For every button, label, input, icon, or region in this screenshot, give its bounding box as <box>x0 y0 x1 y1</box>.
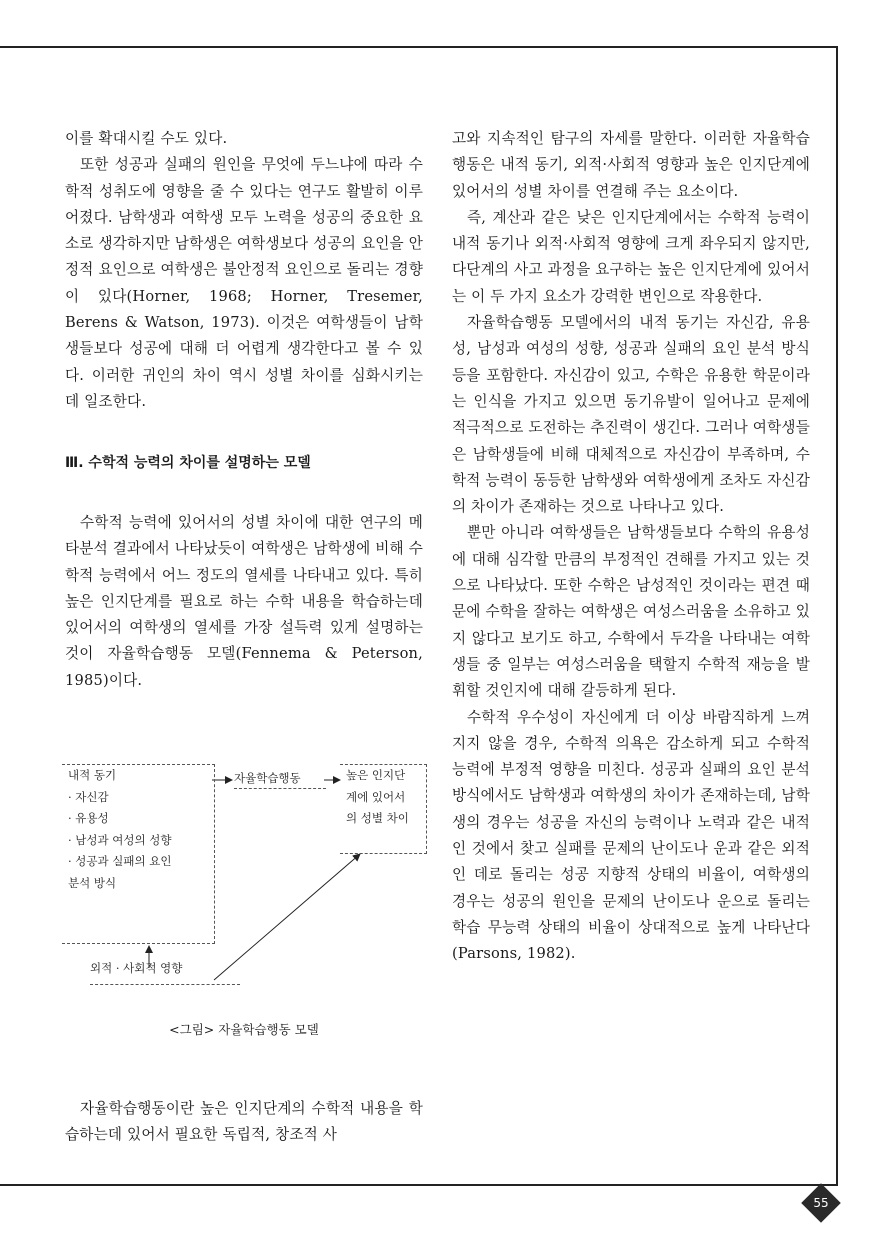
right-column <box>452 126 810 968</box>
right-paragraph-1: 고와 지속적인 탐구의 자세를 말한다. 이러한 자율학습행동은 내적 동기, 외적·사회적 영향과 높은 인지단계에 있어서의 성별 차이를 연결해 주는 요소이다. <box>452 130 810 200</box>
box3-line-2: 계에 있어서 <box>346 789 406 804</box>
box1-line-2: · 자신감 <box>68 789 109 804</box>
figure-caption: <그림> 자율학습행동 모델 <box>169 1022 319 1037</box>
model-figure <box>62 758 434 1008</box>
autonomous-learning-box: 자율학습행동 <box>234 768 326 789</box>
left-column-bottom <box>65 1096 423 1149</box>
right-paragraph-4: 뿐만 아니라 여학생들은 남학생들보다 수학의 유용성에 대해 심각할 만큼의 부정적인 견해를 가지고 있는 것으로 나타났다. 또한 수학은 남성적인 것이라는 편견 때문에 수학을 잘하는 여학생은 여성스러움을 소유하고 있지 않다고 보기도 하고, 수학에서 두각을 나타내는 여학생들 중 일부는 여성스러움을 택할지 수학적 재능을 발휘할 것인지에 대해 갈등하게 된다. <box>452 524 810 700</box>
box1-line-3: · 유용성 <box>68 811 109 825</box>
external-social-box: 외적 · 사회적 영향 <box>90 958 240 985</box>
section-heading: Ⅲ. 수학적 능력의 차이를 설명하는 모델 <box>65 455 311 471</box>
box1-line-1: 내적 동기 <box>68 768 117 782</box>
left-column <box>65 126 423 415</box>
box1-line-4: · 남성과 여성의 성향 <box>68 832 172 847</box>
box3-line-1: 높은 인지단 <box>346 768 406 782</box>
box1-line-6: 분석 방식 <box>68 875 117 890</box>
box1-line-5: · 성공과 실패의 요인 <box>68 854 172 868</box>
left-paragraph-2: 또한 성공과 실패의 원인을 무엇에 두느냐에 따라 수학적 성취도에 영향을 줄 수 있다는 연구도 활발히 이루어졌다. 남학생과 여학생 모두 노력을 성공의 중요한 요소로 생각하지만 남학생은 여학생보다 성공의 요인을 안정적 요인으로 여학생은 불안정적 요인으로 돌리는 경향이 있다(Horner, 1968; Horner, Tresemer, Berens & Watson, 1973). 이것은 여학생들이 남학생들보다 성공에 대해 더 어렵게 생각한다고 볼 수 있다. 이러한 귀인의 차이 역시 성별 차이를 심화시키는 데 일조한다. <box>65 156 423 410</box>
right-paragraph-3: 자율학습행동 모델에서의 내적 동기는 자신감, 유용성, 남성과 여성의 성향, 성공과 실패의 요인 분석 방식 등을 포함한다. 자신감이 있고, 수학은 유용한 학문이라는 인식을 가지고 있으면 동기유발이 일어나고 문제에 적극적으로 도전하는 추진력이 생긴다. 그러나 여학생들은 남학생들에 비해 대체적으로 자신감이 부족하며, 수학적 능력이 동등한 남학생와 여학생에게 조차도 자신감의 차이가 존재하는 것으로 나타나고 있다. <box>452 314 810 516</box>
page-frame-bottom <box>0 1184 838 1186</box>
box3-line-3: 의 성별 차이 <box>346 811 409 825</box>
right-paragraph-2: 즉, 계산과 같은 낮은 인지단계에서는 수학적 능력이 내적 동기나 외적·사회적 영향에 크게 좌우되지 않지만, 다단계의 사고 과정을 요구하는 높은 인지단계에 있어서는 이 두 가지 요소가 강력한 변인으로 작용한다. <box>452 208 810 305</box>
page-frame-top <box>0 46 838 48</box>
page-frame-right <box>836 46 838 1186</box>
gender-difference-box <box>340 764 427 854</box>
page-number: 55 <box>813 1196 829 1210</box>
left-paragraph-4: 자율학습행동이란 높은 인지단계의 수학적 내용을 학습하는데 있어서 필요한 독립적, 창조적 사 <box>65 1100 423 1144</box>
left-paragraph-1: 이를 확대시킬 수도 있다. <box>65 130 228 147</box>
intrinsic-motivation-box <box>62 764 215 944</box>
right-paragraph-5: 수학적 우수성이 자신에게 더 이상 바람직하게 느껴지지 않을 경우, 수학적 의욕은 감소하게 되고 수학적 능력에 부정적 영향을 미친다. 성공과 실패의 요인 분석 방식에서도 남학생과 여학생의 차이가 존재하는데, 남학생의 경우는 성공을 자신의 능력이나 노력과 같은 내적인 것에서 찾고 실패를 문제의 난이도나 운과 같은 외적인 데로 돌리는 성공 지향적 상태의 비율이, 여학생의 경우는 성공의 원인을 문제의 난이도나 운으로 돌리는 학습 무능력 상태의 비율이 상대적으로 높게 나타난다(Parsons, 1982). <box>452 708 810 963</box>
left-section-body <box>65 510 423 694</box>
left-paragraph-3: 수학적 능력에 있어서의 성별 차이에 대한 연구의 메타분석 결과에서 나타났듯이 여학생은 남학생에 비해 수학적 능력에서 어느 정도의 열세를 나타내고 있다. 특히 높은 인지단계를 필요로 하는 수학 내용을 학습하는데 있어서의 여학생의 열세를 가장 설득력 있게 설명하는 것이 자율학습행동 모델(Fennema & Peterson, 1985)이다. <box>65 514 423 689</box>
